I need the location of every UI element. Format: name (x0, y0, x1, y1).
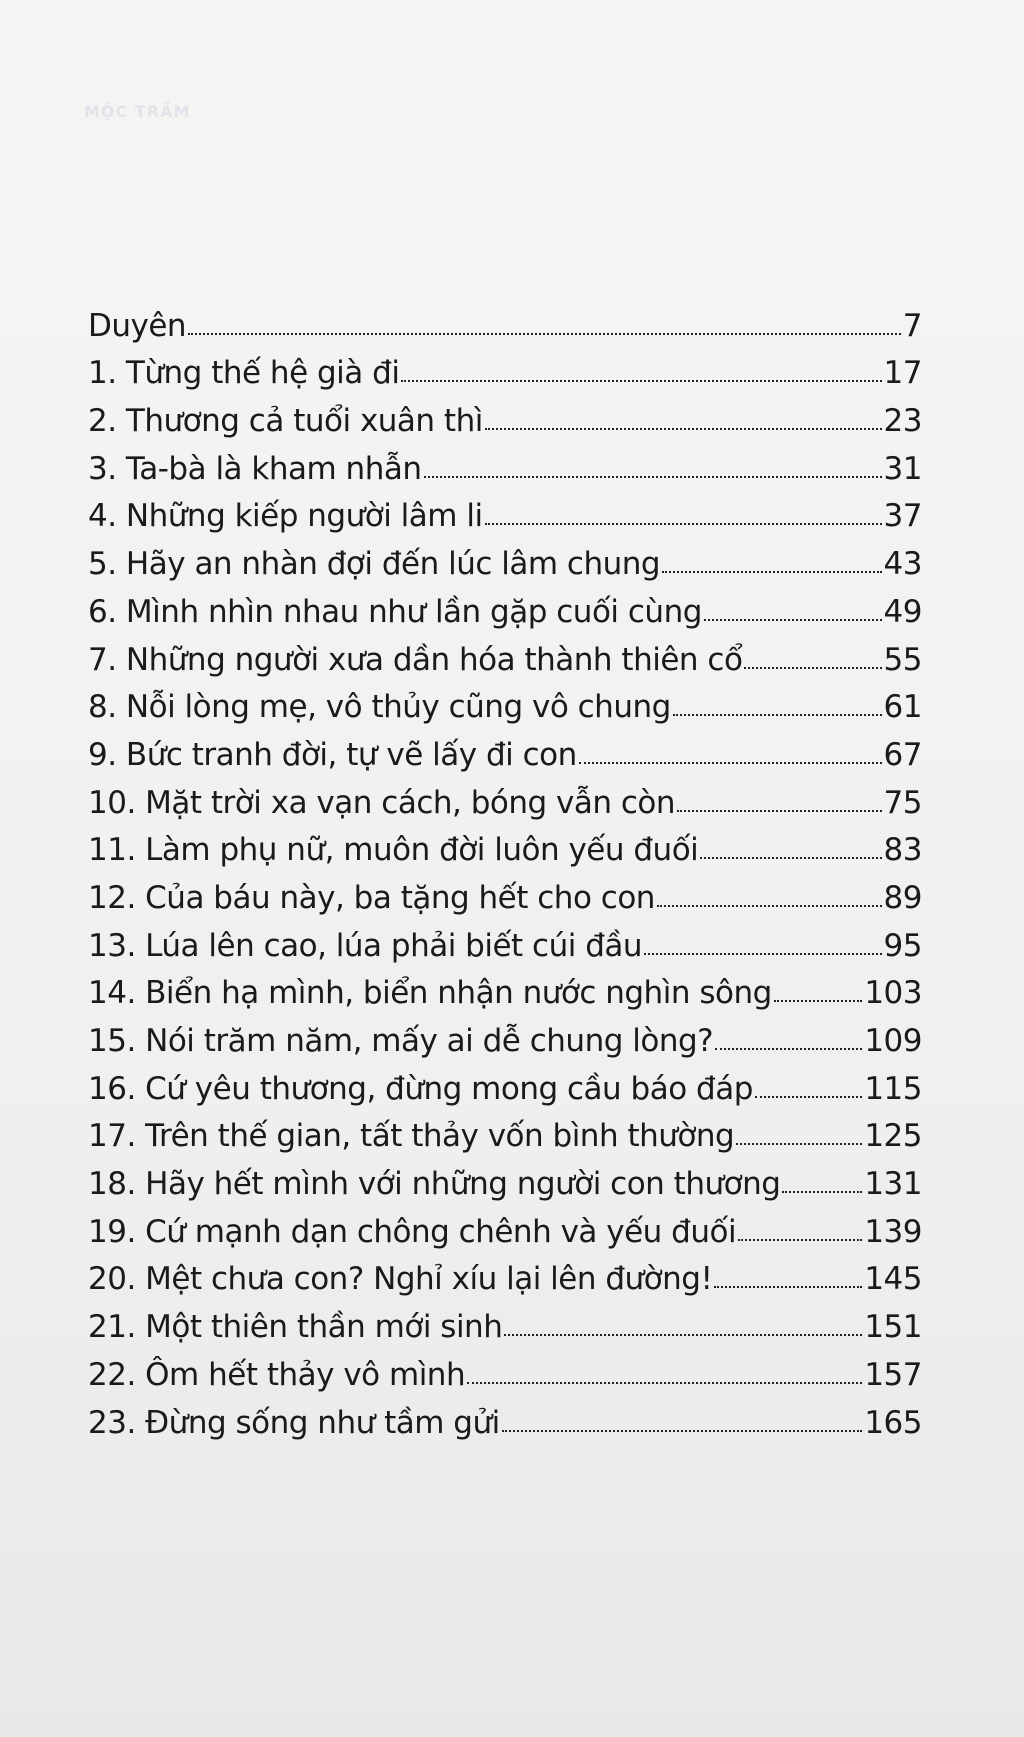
toc-entry-page: 17 (883, 355, 922, 392)
dot-leader (782, 1191, 862, 1193)
toc-entry[interactable] (88, 344, 922, 392)
toc-entry-page: 157 (864, 1356, 922, 1393)
toc-entry[interactable] (88, 678, 922, 726)
dot-leader (673, 714, 882, 716)
dot-leader (467, 1382, 862, 1384)
toc-entry-page: 103 (864, 975, 922, 1012)
toc-entry[interactable] (88, 391, 922, 439)
toc-entry-title: 14. Biển hạ mình, biển nhận nước nghìn sông (88, 975, 772, 1012)
toc-entry-page: 49 (883, 593, 922, 630)
toc-entry-title: 11. Làm phụ nữ, muôn đời luôn yếu đuối (88, 832, 699, 869)
dot-leader (485, 428, 882, 430)
toc-entry-page: 115 (864, 1070, 922, 1107)
dot-leader (424, 476, 882, 478)
toc-entry-page: 151 (864, 1309, 922, 1346)
toc-entry-page: 145 (864, 1261, 922, 1298)
toc-entry[interactable] (88, 1059, 922, 1107)
dot-leader (736, 1143, 862, 1145)
dot-leader (700, 857, 881, 859)
toc-entry-title: 21. Một thiên thần mới sinh (88, 1309, 503, 1346)
toc-entry[interactable] (88, 1393, 922, 1441)
toc-entry-title: 19. Cứ mạnh dạn chông chênh và yếu đuối (88, 1213, 737, 1250)
toc-entry[interactable] (88, 964, 922, 1012)
toc-entry-title: 1. Từng thế hệ già đi (88, 355, 400, 392)
dot-leader (401, 380, 881, 382)
toc-entry-title: 10. Mặt trời xa vạn cách, bóng vẫn còn (88, 784, 676, 821)
dot-leader (714, 1286, 862, 1288)
dot-leader (188, 333, 901, 335)
dot-leader (579, 762, 882, 764)
running-head: MỘC TRẦM (84, 102, 191, 121)
toc-entry-title: 18. Hãy hết mình với những người con thương (88, 1166, 781, 1203)
toc-entry-title: 23. Đừng sống như tầm gửi (88, 1404, 500, 1441)
toc-entry-page: 83 (883, 832, 922, 869)
dot-leader (485, 523, 882, 525)
toc-entry[interactable] (88, 868, 922, 916)
dot-leader (657, 905, 882, 907)
toc-entry-title: 4. Những kiếp người lâm li (88, 498, 483, 535)
toc-entry-page: 139 (864, 1213, 922, 1250)
dot-leader (744, 667, 881, 669)
toc-entry[interactable] (88, 534, 922, 582)
toc-entry-title: 16. Cứ yêu thương, đừng mong cầu báo đáp (88, 1070, 753, 1107)
toc-entry[interactable] (88, 1250, 922, 1298)
toc-entry-title: 13. Lúa lên cao, lúa phải biết cúi đầu (88, 927, 643, 964)
toc-entry[interactable] (88, 1154, 922, 1202)
dot-leader (715, 1048, 862, 1050)
toc-entry-title: 7. Những người xưa dần hóa thành thiên cổ (88, 641, 743, 678)
toc-entry-page: 7 (902, 307, 922, 344)
toc-entry-page: 43 (883, 546, 922, 583)
toc-entry-page: 165 (864, 1404, 922, 1441)
toc-entry-page: 125 (864, 1118, 922, 1155)
dot-leader (755, 1096, 862, 1098)
toc-entry[interactable] (88, 916, 922, 964)
toc-entry[interactable] (88, 487, 922, 535)
dot-leader (704, 619, 882, 621)
toc-entry-page: 61 (883, 689, 922, 726)
toc-entry-page: 67 (883, 736, 922, 773)
toc-entry-title: 15. Nói trăm năm, mấy ai dễ chung lòng? (88, 1023, 714, 1059)
dot-leader (644, 953, 882, 955)
toc-entry-page: 55 (883, 641, 922, 678)
toc-entry-title: 20. Mệt chưa con? Nghỉ xíu lại lên đường! (88, 1261, 713, 1298)
toc-entry-title: 12. Của báu này, ba tặng hết cho con (88, 879, 655, 916)
toc-entry[interactable] (88, 439, 922, 487)
toc-entry-page: 23 (883, 403, 922, 440)
toc-entry-page: 75 (883, 784, 922, 821)
dot-leader (738, 1239, 862, 1241)
toc-entry-title: 8. Nỗi lòng mẹ, vô thủy cũng vô chung (88, 689, 671, 726)
toc-entry[interactable] (88, 1345, 922, 1393)
toc-entry-title: 6. Mình nhìn nhau như lần gặp cuối cùng (88, 593, 702, 630)
toc-entry-page: 31 (883, 450, 922, 487)
dot-leader (662, 571, 881, 573)
toc-entry-page: 37 (883, 498, 922, 535)
toc-entry-title: 22. Ôm hết thảy vô mình (88, 1356, 466, 1393)
toc-entry-title: 9. Bức tranh đời, tự vẽ lấy đi con (88, 736, 577, 773)
dot-leader (677, 810, 882, 812)
toc-entry[interactable] (88, 1011, 922, 1059)
toc-entry[interactable] (88, 296, 922, 344)
toc-entry-page: 95 (883, 927, 922, 964)
toc-entry[interactable] (88, 821, 922, 869)
toc-entry[interactable] (88, 630, 922, 678)
toc-entry[interactable] (88, 773, 922, 821)
toc-entry[interactable] (88, 1297, 922, 1345)
toc-entry-title: Duyên (88, 307, 187, 344)
toc-entry[interactable] (88, 1202, 922, 1250)
dot-leader (504, 1334, 862, 1336)
toc-entry[interactable] (88, 582, 922, 630)
table-of-contents (88, 296, 922, 1441)
toc-entry[interactable] (88, 725, 922, 773)
toc-entry-title: 5. Hãy an nhàn đợi đến lúc lâm chung (88, 546, 661, 583)
dot-leader (774, 1000, 863, 1002)
dot-leader (502, 1430, 863, 1432)
toc-entry-page: 89 (883, 879, 922, 916)
toc-entry[interactable] (88, 1107, 922, 1155)
toc-entry-title: 2. Thương cả tuổi xuân thì (88, 403, 483, 440)
toc-entry-page: 109 (864, 1023, 922, 1059)
toc-entry-title: 17. Trên thế gian, tất thảy vốn bình thường (88, 1118, 735, 1155)
toc-entry-page: 131 (864, 1166, 922, 1203)
toc-entry-title: 3. Ta-bà là kham nhẫn (88, 450, 422, 487)
